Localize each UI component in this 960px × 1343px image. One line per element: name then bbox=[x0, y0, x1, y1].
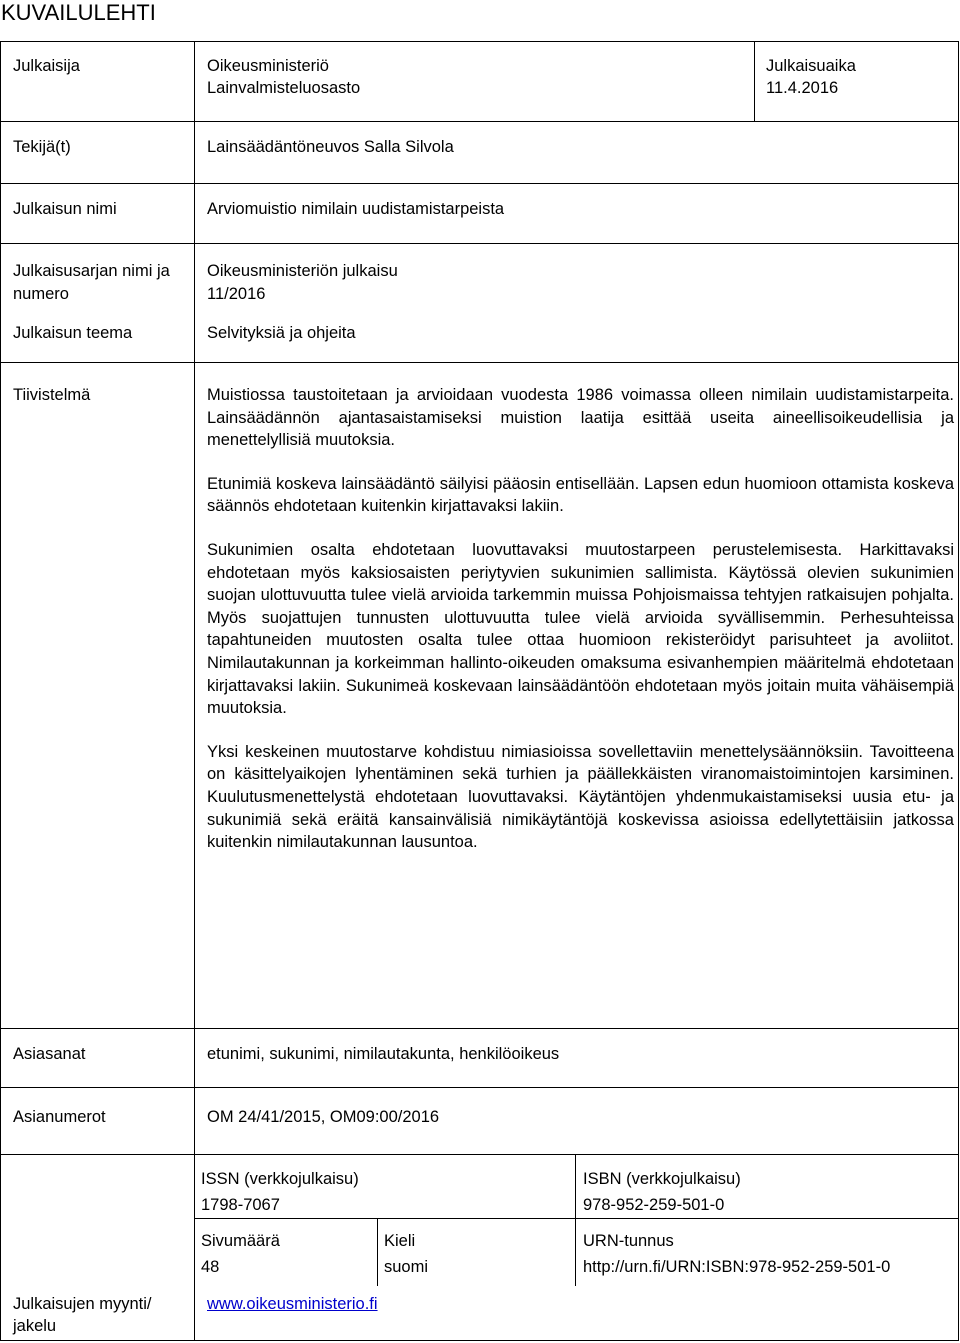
sales-label-line1: Julkaisujen myynti/ bbox=[13, 1295, 152, 1313]
issn-value: 1798-7067 bbox=[201, 1196, 280, 1214]
isbn-label: ISBN (verkkojulkaisu) bbox=[583, 1170, 741, 1188]
publication-name-value: Arviomuistio nimilain uudistamistarpeista bbox=[207, 200, 505, 218]
series-value-line2: 11/2016 bbox=[207, 285, 266, 303]
abstract-label: Tiivistelmä bbox=[13, 386, 91, 404]
date-label: Julkaisuaika bbox=[766, 57, 856, 75]
abstract-paragraph: Yksi keskeinen muutostarve kohdistuu nimiasioissa sovellettaviin menettelysäännöksiin. Tavoitteena on käsittelyaikojen lyhentäminen sekä turhien ja päällekkäisten viranomaistoimintojen karsiminen. Kuulutusmenettelystä ehdotetaan luovuttavaksi. Käytäntöjen yhdenmukaistamiseksi uusia etu- ja sukunimiä sekä eräitä kansainvälisiä nimikäytäntöjä koskevissa asioissa edellytettäisiin jatkossa kuitenkin nimilautakunnan lausuntoa. bbox=[207, 742, 954, 852]
table-border-right bbox=[958, 41, 959, 1341]
row-divider bbox=[0, 183, 959, 184]
sales-label-line2: jakelu bbox=[13, 1317, 57, 1335]
row-divider bbox=[0, 243, 959, 244]
publisher-label: Julkaisija bbox=[13, 57, 80, 75]
publisher-name: Oikeusministeriö bbox=[207, 57, 329, 75]
theme-value: Selvityksiä ja ohjeita bbox=[207, 324, 356, 342]
publication-name-label: Julkaisun nimi bbox=[13, 200, 117, 218]
issn-label: ISSN (verkkojulkaisu) bbox=[201, 1170, 359, 1188]
page-title: KUVAILULEHTI bbox=[1, 0, 156, 25]
abstract-text bbox=[207, 384, 954, 875]
row-divider bbox=[0, 362, 959, 363]
row-divider bbox=[0, 1028, 959, 1029]
publisher-department: Lainvalmisteluosasto bbox=[207, 79, 361, 97]
table-border-top bbox=[0, 41, 959, 42]
abstract-paragraph: Sukunimien osalta ehdotetaan luovuttavaksi muutostarpeen perustelemisesta. Harkittavaksi ehdotetaan myös kaksiosaisten periytyvien sukunimien sallimista. Käytössä olevien sukunimien suojan ulottuvuutta tulee vielä arvioida tarkemmin muissa Pohjoismaissa tehtyjen ratkaisujen pohjalta. Myös suojattujen tunnusten ulottuvuutta tulee vielä arvioida syvällisemmin. Perhesuhteissa tapahtuneiden muutosten osalta tulee ottaa huomioon rekisteröidyt parisuhteet ja avoliitot. Nimilautakunnan ja korkeimman hallinto-oikeuden omaksuma esivanhempien määritelmä ehdotetaan kirjattavaksi lakiin. Sukunimeä koskevaan lainsäädäntöön ehdotetaan myös joitain muita vähäisempiä muutoksia. bbox=[207, 540, 954, 718]
column-divider bbox=[377, 1218, 378, 1286]
row-divider bbox=[194, 1218, 959, 1219]
keywords-label: Asiasanat bbox=[13, 1045, 86, 1063]
language-label: Kieli bbox=[384, 1232, 416, 1250]
column-divider bbox=[754, 41, 755, 121]
theme-label: Julkaisun teema bbox=[13, 324, 133, 342]
series-value-line1: Oikeusministeriön julkaisu bbox=[207, 262, 398, 280]
urn-value: http://urn.fi/URN:ISBN:978-952-259-501-0 bbox=[583, 1258, 891, 1276]
pages-label: Sivumäärä bbox=[201, 1232, 280, 1250]
case-numbers-label: Asianumerot bbox=[13, 1108, 106, 1126]
abstract-paragraph: Muistiossa taustoitetaan ja arvioidaan vuodesta 1986 voimassa olleen nimilain uudistamistarpeita. Lainsäädännön ajantasaistamiseksi muistion laatija esittää useita aineellisoikeudellisia ja menettelyllisiä muutoksia. bbox=[207, 386, 954, 450]
case-numbers-value: OM 24/41/2015, OM09:00/2016 bbox=[207, 1108, 440, 1126]
keywords-value: etunimi, sukunimi, nimilautakunta, henkilöoikeus bbox=[207, 1045, 560, 1063]
language-value: suomi bbox=[384, 1258, 429, 1276]
series-label-line1: Julkaisusarjan nimi ja bbox=[13, 262, 170, 280]
sales-website-link[interactable]: www.oikeusministerio.fi bbox=[207, 1295, 378, 1313]
urn-label: URN-tunnus bbox=[583, 1232, 674, 1250]
date-value: 11.4.2016 bbox=[766, 79, 839, 97]
column-divider bbox=[194, 41, 195, 1341]
pages-value: 48 bbox=[201, 1258, 220, 1276]
isbn-value: 978-952-259-501-0 bbox=[583, 1196, 725, 1214]
author-value: Lainsäädäntöneuvos Salla Silvola bbox=[207, 138, 454, 156]
abstract-paragraph: Etunimiä koskeva lainsäädäntö säilyisi pääosin entisellään. Lapsen edun huomioon ottamista koskeva säännös ehdotetaan kuitenkin kirjattavaksi lakiin. bbox=[207, 474, 954, 516]
author-label: Tekijä(t) bbox=[13, 138, 71, 156]
column-divider bbox=[575, 1154, 576, 1286]
row-divider bbox=[0, 121, 959, 122]
row-divider bbox=[0, 1087, 959, 1088]
table-border-bottom bbox=[0, 1340, 959, 1341]
series-label-line2: numero bbox=[13, 285, 69, 303]
table-border-left bbox=[0, 41, 1, 1341]
row-divider bbox=[0, 1154, 959, 1155]
